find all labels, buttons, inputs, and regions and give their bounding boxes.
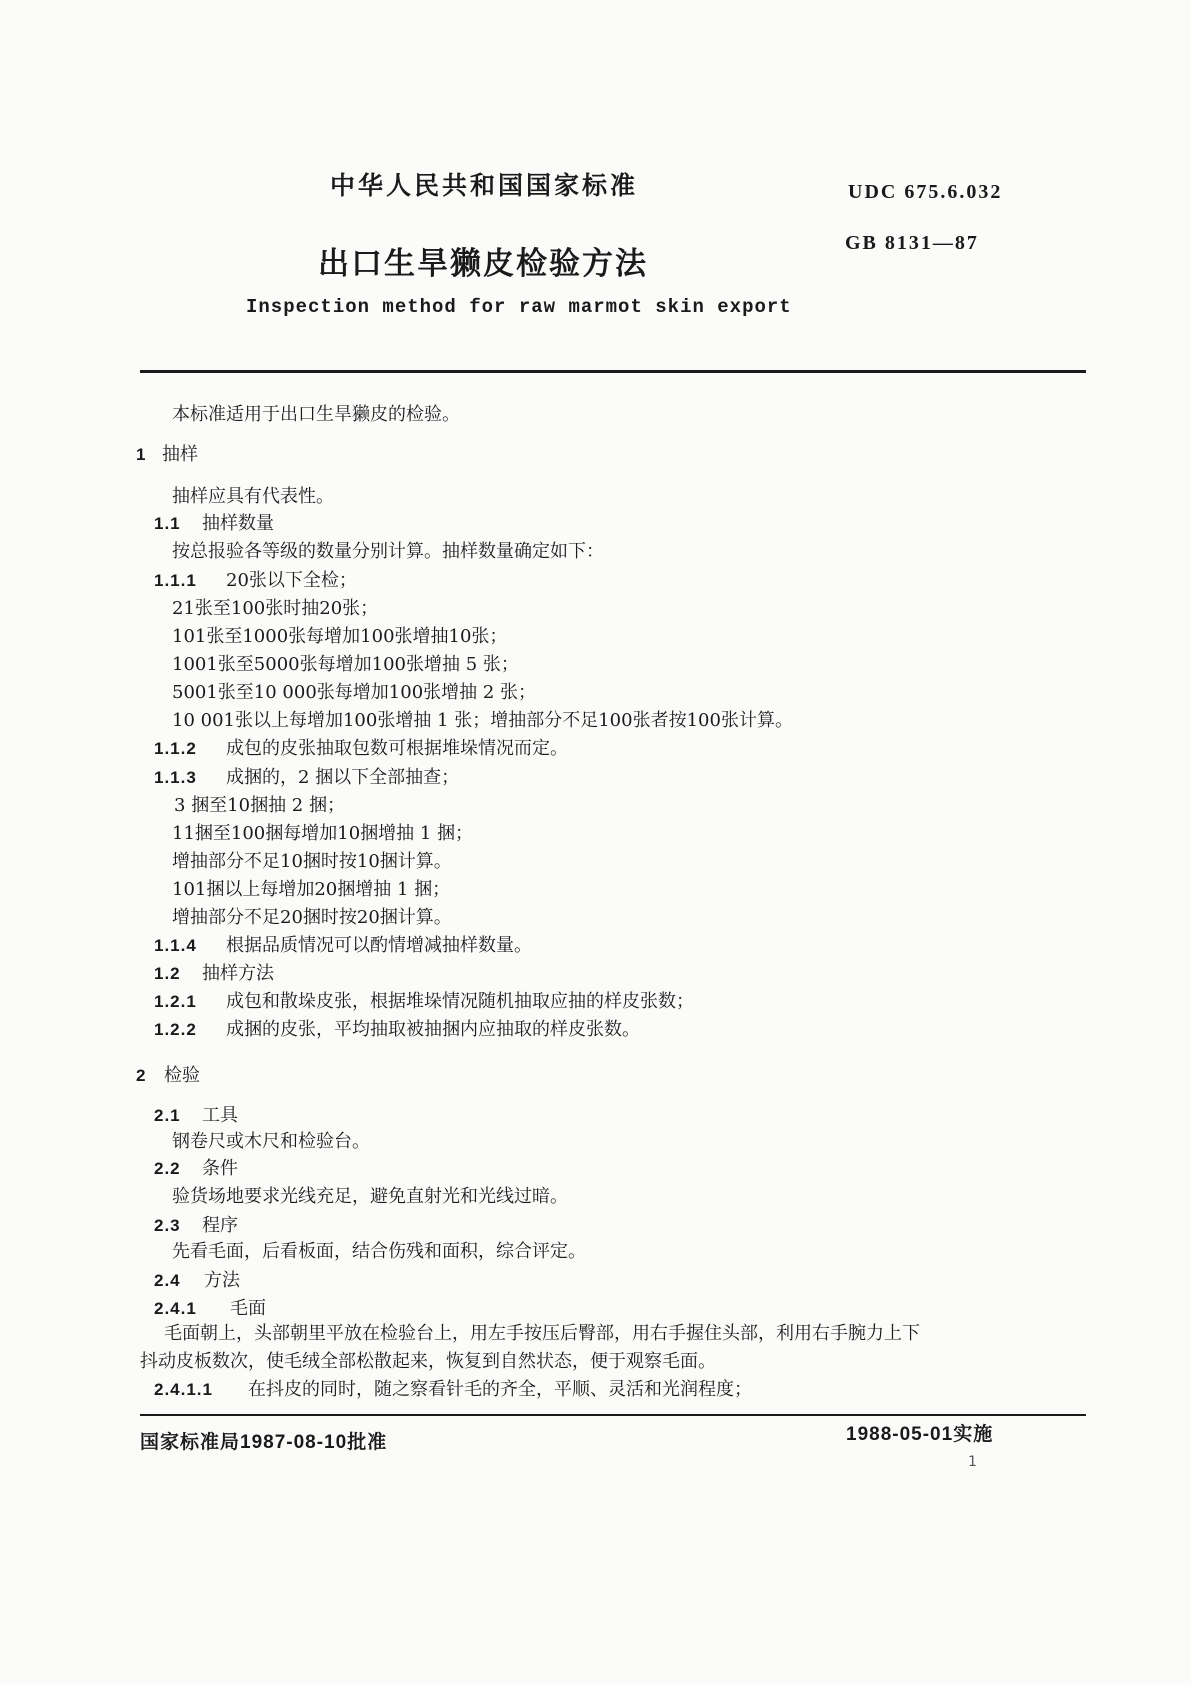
section-number: 2.1	[154, 1106, 181, 1125]
udc-code: UDC 675.6.032	[848, 181, 1003, 203]
issuing-body: 中华人民共和国国家标准	[330, 171, 639, 200]
section-heading: 毛面	[230, 1298, 266, 1319]
paragraph-line: 按总报验各等级的数量分别计算。抽样数量确定如下：	[172, 541, 604, 562]
paragraph-line: 验货场地要求光线充足，避免直射光和光线过暗。	[172, 1186, 568, 1207]
section-heading: 根据品质情况可以酌情增减抽样数量。	[226, 935, 532, 956]
standard-number: GB 8131—87	[845, 232, 979, 254]
paragraph-line: 1001张至5000张每增加100张增抽 5 张；	[172, 654, 519, 675]
document-title: 出口生旱獭皮检验方法	[318, 246, 648, 282]
section-heading: 成捆的，2 捆以下全部抽查；	[226, 767, 460, 788]
section-heading: 抽样方法	[202, 963, 274, 984]
section-number: 1.1.4	[154, 936, 197, 955]
effective-date: 1988-05-01实施	[846, 1424, 994, 1445]
paragraph-line: 抖动皮板数次，使毛绒全部松散起来，恢复到自然状态，便于观察毛面。	[140, 1351, 716, 1372]
paragraph-line: 钢卷尺或木尺和检验台。	[172, 1131, 370, 1152]
paragraph-line: 11捆至100捆每增加10捆增抽 1 捆；	[172, 823, 474, 844]
section-number: 1.2.2	[154, 1020, 197, 1039]
section-number: 2.4.1.1	[154, 1380, 213, 1399]
section-number: 2.2	[154, 1159, 181, 1178]
paragraph-line: 增抽部分不足20捆时按20捆计算。	[172, 907, 452, 928]
section-number: 2	[136, 1066, 147, 1085]
section-heading: 工具	[202, 1105, 238, 1126]
section-heading: 在抖皮的同时，随之察看针毛的齐全，平顺、灵活和光润程度；	[248, 1379, 752, 1400]
section-number: 2.3	[154, 1216, 181, 1235]
paragraph-line: 毛面朝上，头部朝里平放在检验台上，用左手按压后臀部，用右手握住头部，利用右手腕力上下	[164, 1323, 920, 1344]
section-number: 1.1.1	[154, 571, 197, 590]
section-heading: 条件	[202, 1158, 238, 1179]
section-number: 1.2	[154, 964, 181, 983]
approval-date: 国家标准局1987-08-10批准	[140, 1432, 388, 1453]
section-number: 2.4.1	[154, 1299, 197, 1318]
paragraph-line: 21张至100张时抽20张；	[172, 598, 379, 619]
paragraph-line: 3 捆至10捆抽 2 捆；	[174, 795, 345, 816]
section-heading: 成捆的皮张，平均抽取被抽捆内应抽取的样皮张数。	[226, 1019, 640, 1040]
paragraph-line: 10 001张以上每增加100张增抽 1 张；增抽部分不足100张者按100张计算。	[172, 710, 793, 731]
section-heading: 成包和散垛皮张，根据堆垛情况随机抽取应抽的样皮张数；	[226, 991, 694, 1012]
page-number: 1	[968, 1454, 977, 1470]
paragraph-line: 先看毛面，后看板面，结合伤残和面积，综合评定。	[172, 1241, 586, 1262]
paragraph-line: 5001张至10 000张每增加100张增抽 2 张；	[172, 682, 537, 703]
paragraph-line: 101捆以上每增加20捆增抽 1 捆；	[172, 879, 451, 900]
section-number: 1.1	[154, 514, 181, 533]
section-number: 2.4	[154, 1271, 181, 1290]
section-heading: 抽样数量	[202, 513, 274, 534]
section-heading: 程序	[202, 1215, 238, 1236]
header-divider	[140, 370, 1086, 373]
section-number: 1	[136, 445, 147, 464]
section-heading: 方法	[204, 1270, 240, 1291]
section-number: 1.2.1	[154, 992, 197, 1011]
paragraph-line: 抽样应具有代表性。	[172, 486, 334, 507]
section-number: 1.1.3	[154, 768, 197, 787]
paragraph-line: 增抽部分不足10捆时按10捆计算。	[172, 851, 452, 872]
scope-statement: 本标准适用于出口生旱獭皮的检验。	[172, 404, 460, 425]
section-heading: 成包的皮张抽取包数可根据堆垛情况而定。	[226, 738, 568, 759]
english-title: Inspection method for raw marmot skin export	[246, 296, 792, 318]
section-number: 1.1.2	[154, 739, 197, 758]
section-heading: 20张以下全检；	[226, 570, 357, 591]
paragraph-line: 101张至1000张每增加100张增抽10张；	[172, 626, 508, 647]
footer-divider	[140, 1414, 1086, 1416]
section-heading: 抽样	[162, 444, 198, 465]
section-heading: 检验	[164, 1065, 200, 1086]
